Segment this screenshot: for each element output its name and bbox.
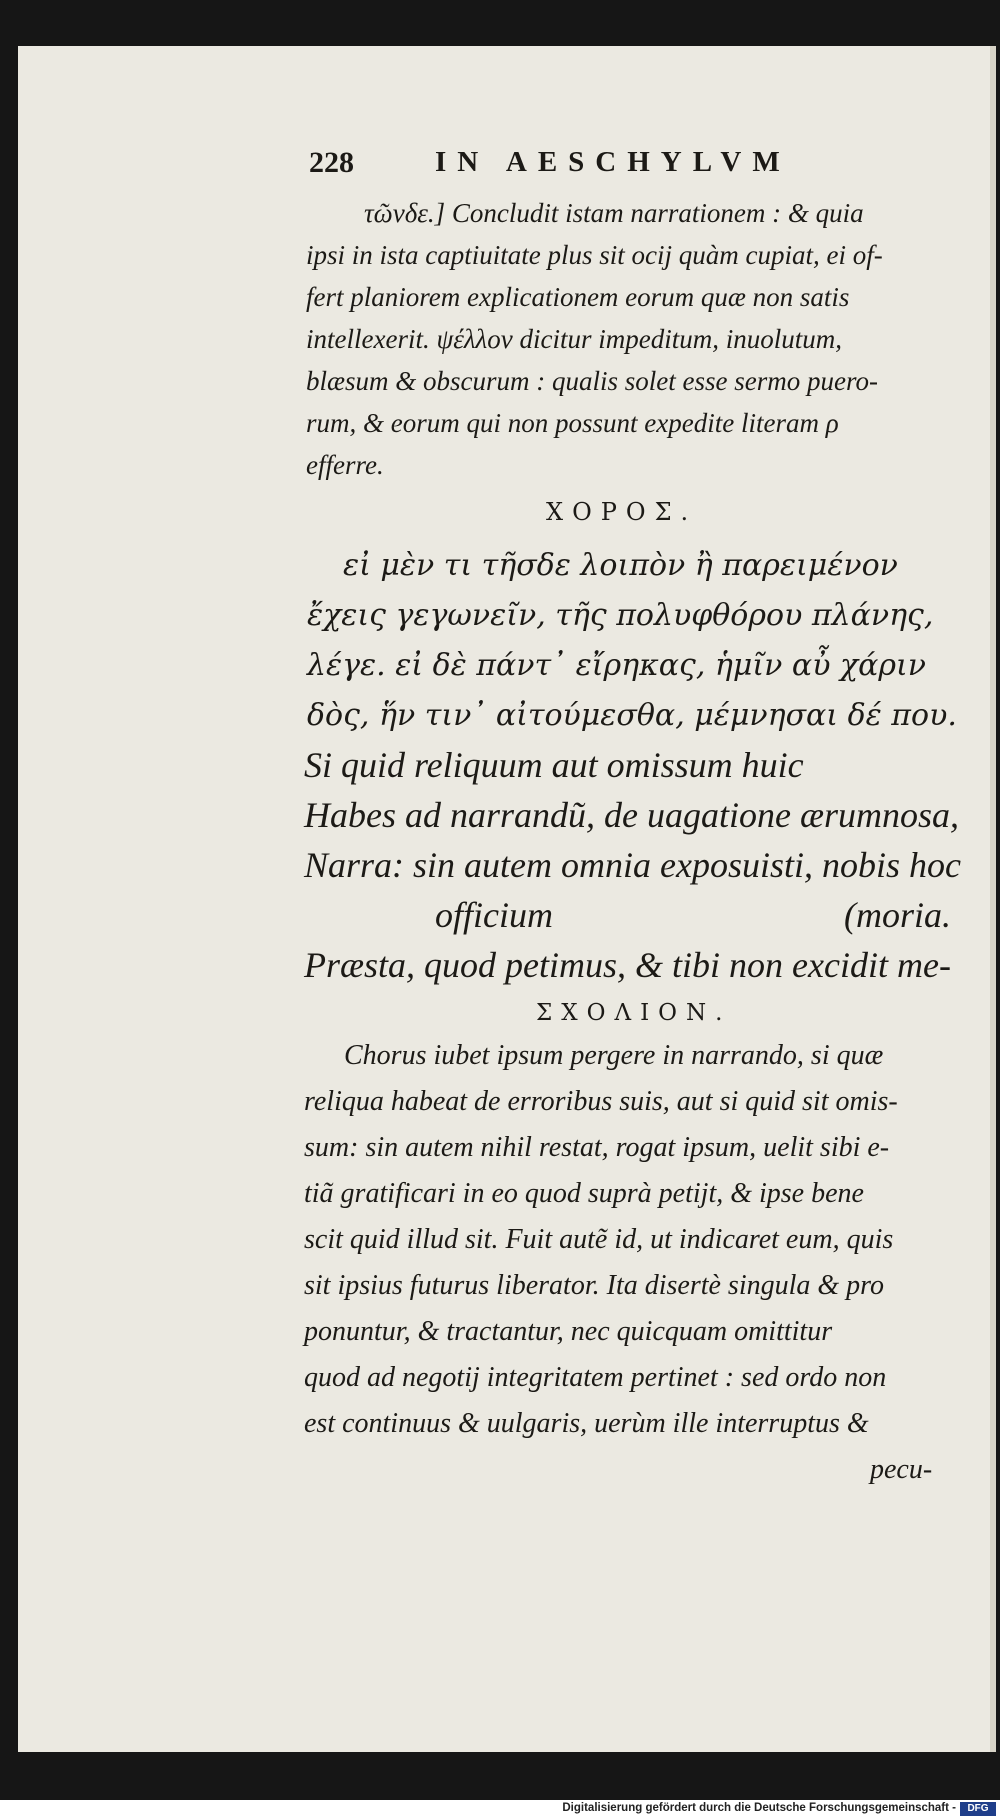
latin-verse-line: Præsta, quod petimus, & tibi non excidit me- <box>304 945 951 985</box>
text-line: est continuus & uulgaris, uerùm ille interruptus & <box>304 1408 869 1439</box>
text-line: sum: sin autem nihil restat, rogat ipsum, uelit sibi e- <box>304 1132 890 1163</box>
greek-verse-line: ἔχεις γεγωνεῖν, τῆς πολυφθόρου πλάνης, <box>307 598 934 633</box>
text-line: ipsi in ista captiuitate plus sit ocij quàm cupiat, ei of- <box>306 240 883 270</box>
text-line: quod ad negotij integritatem pertinet : sed ordo non <box>304 1362 887 1393</box>
text-line: reliqua habeat de erroribus suis, aut si quid sit omis- <box>304 1086 898 1117</box>
dfg-logo: DFG <box>960 1802 996 1816</box>
text-line: efferre. <box>306 450 384 480</box>
book-page <box>18 46 996 1752</box>
text-line: ponuntur, & tractantur, nec quicquam omittitur <box>304 1316 833 1347</box>
text-line: scit quid illud sit. Fuit autẽ id, ut indicaret eum, quis <box>304 1224 894 1255</box>
text-line: rum, & eorum qui non possunt expedite literam ρ <box>306 408 839 438</box>
latin-verse-turnover: (moria. <box>844 895 951 935</box>
footer-bar <box>0 1800 1000 1819</box>
latin-verse-line: Narra: sin autem omnia exposuisti, nobis hoc <box>304 845 961 885</box>
text-line: tiã gratificari in eo quod suprà petijt, & ipse bene <box>304 1178 864 1209</box>
catchword: pecu- <box>870 1454 933 1485</box>
latin-verse-line: officium <box>435 895 553 935</box>
text-line: Chorus iubet ipsum pergere in narrando, si quæ <box>344 1040 884 1071</box>
running-head: IN AESCHYLVM <box>435 146 791 178</box>
chorus-heading: ΧΟΡΟΣ. <box>546 498 698 526</box>
greek-verse-line: εἰ μὲν τι τῆσδε λοιπὸν ἢ παρειμένον <box>343 548 898 583</box>
page-number: 228 <box>309 146 354 179</box>
greek-verse-line: λέγε. εἰ δὲ πάντ᾽ εἴρηκας, ἡμῖν αὖ χάριν <box>307 648 927 683</box>
text-line: τῶνδε.] Concludit istam narrationem : & quia <box>364 198 864 228</box>
scholion-heading: ΣΧΟΛΙΟΝ. <box>536 1000 732 1026</box>
latin-verse-line: Habes ad narrandũ, de uagatione ærumnosa, <box>304 795 959 835</box>
text-line: sit ipsius futurus liberator. Ita disertè singula & pro <box>304 1270 885 1301</box>
text-line: blæsum & obscurum : qualis solet esse sermo puero- <box>306 366 878 396</box>
text-line: fert planiorem explicationem eorum quæ non satis <box>306 282 850 312</box>
text-line: intellexerit. ψέλλον dicitur impeditum, inuolutum, <box>306 324 842 354</box>
greek-verse-line: δὸς, ἥν τιν᾽ αἰτούμεσθα, μέμνησαι δέ που. <box>307 698 957 733</box>
digitization-credit: Digitalisierung gefördert durch die Deutsche Forschungsgemeinschaft - <box>562 1802 956 1814</box>
latin-verse-line: Si quid reliquum aut omissum huic <box>304 745 804 785</box>
